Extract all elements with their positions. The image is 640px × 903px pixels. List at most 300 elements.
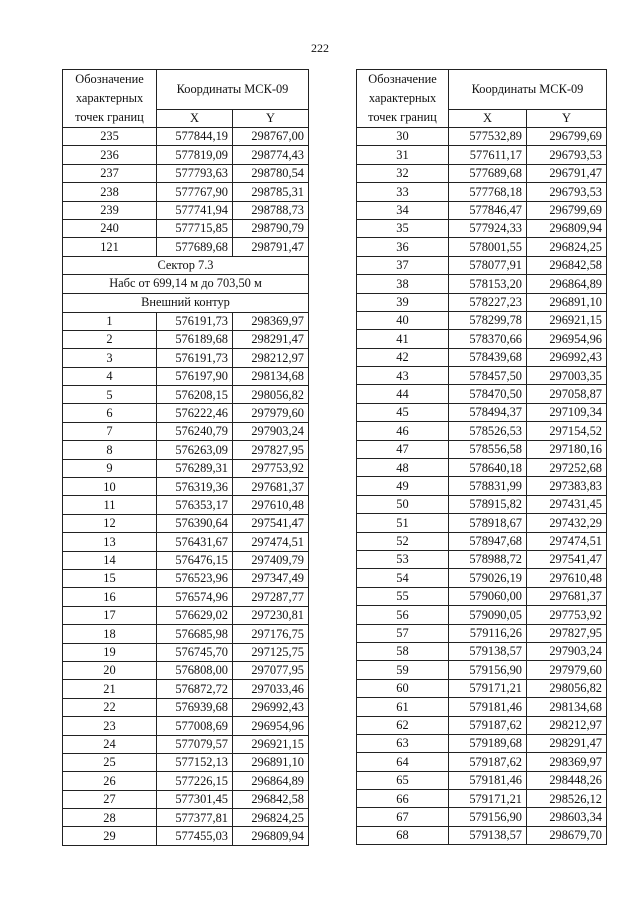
y-coordinate-cell: 298056,82 [527, 679, 607, 697]
y-coordinate-cell: 298526,12 [527, 790, 607, 808]
table-row [63, 459, 309, 477]
x-coordinate-cell: 579090,05 [449, 606, 527, 624]
x-coordinate-cell: 576629,02 [157, 606, 233, 624]
table-row [63, 790, 309, 808]
point-number-cell: 32 [357, 164, 449, 182]
y-coordinate-cell: 298212,97 [233, 349, 309, 367]
table-row [63, 183, 309, 201]
point-number-cell: 14 [63, 551, 157, 569]
x-coordinate-cell: 577226,15 [157, 772, 233, 790]
table-row [357, 514, 607, 532]
point-number-cell: 3 [63, 349, 157, 367]
table-left-body [63, 70, 309, 846]
table-row [63, 772, 309, 790]
sector-contour-row [63, 293, 309, 312]
x-coordinate-cell: 576319,36 [157, 478, 233, 496]
point-number-cell: 47 [357, 440, 449, 458]
point-number-cell: 8 [63, 441, 157, 459]
x-coordinate-cell: 577377,81 [157, 809, 233, 827]
point-number-cell: 10 [63, 478, 157, 496]
point-number-cell: 29 [63, 827, 157, 845]
x-coordinate-cell: 577924,33 [449, 219, 527, 237]
point-number-cell: 63 [357, 734, 449, 752]
point-number-cell: 60 [357, 679, 449, 697]
coordinates-table-left [62, 69, 309, 846]
x-coordinate-cell: 576240,79 [157, 422, 233, 440]
table-row [357, 495, 607, 513]
x-coordinate-cell: 577846,47 [449, 201, 527, 219]
y-coordinate-cell: 297180,16 [527, 440, 607, 458]
table-row [63, 827, 309, 845]
point-number-cell: 11 [63, 496, 157, 514]
y-coordinate-cell: 297610,48 [233, 496, 309, 514]
y-coordinate-cell: 297409,79 [233, 551, 309, 569]
table-header-row [63, 70, 309, 110]
table-row [357, 624, 607, 642]
point-number-cell: 237 [63, 164, 157, 182]
x-coordinate-cell: 579187,62 [449, 716, 527, 734]
y-coordinate-cell: 296992,43 [527, 348, 607, 366]
x-coordinate-cell: 578227,23 [449, 293, 527, 311]
point-number-cell: 50 [357, 495, 449, 513]
x-coordinate-cell: 579116,26 [449, 624, 527, 642]
y-coordinate-cell: 298785,31 [233, 183, 309, 201]
x-coordinate-cell: 577079,57 [157, 735, 233, 753]
point-number-cell: 56 [357, 606, 449, 624]
x-coordinate-cell: 577844,19 [157, 128, 233, 146]
x-coordinate-cell: 579156,90 [449, 808, 527, 826]
table-row [63, 404, 309, 422]
y-coordinate-cell: 298056,82 [233, 386, 309, 404]
table-row [63, 606, 309, 624]
point-number-cell: 67 [357, 808, 449, 826]
table-row [357, 422, 607, 440]
table-row [357, 679, 607, 697]
table-row [357, 348, 607, 366]
x-coordinate-cell: 577301,45 [157, 790, 233, 808]
x-coordinate-cell: 579026,19 [449, 569, 527, 587]
point-number-cell: 13 [63, 533, 157, 551]
point-label-header: Обозначение характерных точек границ [63, 70, 157, 128]
y-coordinate-cell: 296954,96 [527, 330, 607, 348]
x-header: X [449, 109, 527, 127]
y-coordinate-cell: 298448,26 [527, 771, 607, 789]
x-coordinate-cell: 576745,70 [157, 643, 233, 661]
x-coordinate-cell: 577768,18 [449, 183, 527, 201]
y-coordinate-cell: 297903,24 [527, 642, 607, 660]
table-row [63, 349, 309, 367]
x-coordinate-cell: 578918,67 [449, 514, 527, 532]
table-row [357, 459, 607, 477]
point-number-cell: 57 [357, 624, 449, 642]
x-coordinate-cell: 576191,73 [157, 349, 233, 367]
point-number-cell: 19 [63, 643, 157, 661]
table-row [357, 367, 607, 385]
table-row [357, 716, 607, 734]
x-coordinate-cell: 579187,62 [449, 753, 527, 771]
coords-label-header: Координаты МСК-09 [449, 70, 607, 110]
point-number-cell: 26 [63, 772, 157, 790]
point-number-cell: 16 [63, 588, 157, 606]
x-coordinate-cell: 578640,18 [449, 459, 527, 477]
x-coordinate-cell: 576208,15 [157, 386, 233, 404]
x-coordinate-cell: 578947,68 [449, 532, 527, 550]
table-row [63, 201, 309, 219]
y-coordinate-cell: 297541,47 [527, 550, 607, 568]
x-coordinate-cell: 576289,31 [157, 459, 233, 477]
point-number-cell: 54 [357, 569, 449, 587]
table-row [63, 422, 309, 440]
x-coordinate-cell: 577008,69 [157, 717, 233, 735]
y-header: Y [527, 109, 607, 127]
table-row [357, 753, 607, 771]
point-number-cell: 2 [63, 330, 157, 348]
table-row [357, 771, 607, 789]
table-row [63, 698, 309, 716]
point-number-cell: 51 [357, 514, 449, 532]
y-coordinate-cell: 296793,53 [527, 146, 607, 164]
point-number-cell: 4 [63, 367, 157, 385]
x-coordinate-cell: 576390,64 [157, 514, 233, 532]
point-number-cell: 20 [63, 661, 157, 679]
y-coordinate-cell: 297474,51 [527, 532, 607, 550]
point-number-cell: 37 [357, 256, 449, 274]
x-coordinate-cell: 576808,00 [157, 661, 233, 679]
x-coordinate-cell: 578299,78 [449, 311, 527, 329]
x-coordinate-cell: 577741,94 [157, 201, 233, 219]
point-number-cell: 36 [357, 238, 449, 256]
point-number-cell: 27 [63, 790, 157, 808]
y-coordinate-cell: 298291,47 [527, 734, 607, 752]
x-header: X [157, 109, 233, 127]
y-coordinate-cell: 298291,47 [233, 330, 309, 348]
table-row [63, 661, 309, 679]
y-coordinate-cell: 296842,58 [527, 256, 607, 274]
y-coordinate-cell: 298369,97 [233, 312, 309, 330]
point-number-cell: 65 [357, 771, 449, 789]
x-coordinate-cell: 579156,90 [449, 661, 527, 679]
table-row [357, 183, 607, 201]
x-coordinate-cell: 579181,46 [449, 771, 527, 789]
table-row [63, 128, 309, 146]
point-number-cell: 12 [63, 514, 157, 532]
table-row [63, 496, 309, 514]
point-number-cell: 23 [63, 717, 157, 735]
y-coordinate-cell: 297383,83 [527, 477, 607, 495]
table-row [357, 532, 607, 550]
point-number-cell: 33 [357, 183, 449, 201]
x-coordinate-cell: 576685,98 [157, 625, 233, 643]
table-row [63, 569, 309, 587]
x-coordinate-cell: 577819,09 [157, 146, 233, 164]
point-number-cell: 66 [357, 790, 449, 808]
y-coordinate-cell: 297154,52 [527, 422, 607, 440]
sector-contour: Внешний контур [63, 293, 309, 312]
table-row [63, 533, 309, 551]
y-coordinate-cell: 297903,24 [233, 422, 309, 440]
y-coordinate-cell: 296824,25 [527, 238, 607, 256]
point-number-cell: 236 [63, 146, 157, 164]
point-number-cell: 44 [357, 385, 449, 403]
coords-label-header: Координаты МСК-09 [157, 70, 309, 110]
y-coordinate-cell: 297474,51 [233, 533, 309, 551]
point-number-cell: 61 [357, 698, 449, 716]
x-coordinate-cell: 578831,99 [449, 477, 527, 495]
point-number-cell: 240 [63, 219, 157, 237]
y-coordinate-cell: 297347,49 [233, 569, 309, 587]
sector-title-row [63, 256, 309, 275]
point-label-header: Обозначение характерных точек границ [357, 70, 449, 128]
x-coordinate-cell: 579189,68 [449, 734, 527, 752]
x-coordinate-cell: 578439,68 [449, 348, 527, 366]
y-coordinate-cell: 296921,15 [233, 735, 309, 753]
table-row [357, 587, 607, 605]
table-row [357, 164, 607, 182]
point-number-cell: 53 [357, 550, 449, 568]
x-coordinate-cell: 579171,21 [449, 679, 527, 697]
point-number-cell: 38 [357, 275, 449, 293]
y-coordinate-cell: 296799,69 [527, 128, 607, 146]
y-coordinate-cell: 296992,43 [233, 698, 309, 716]
table-row [63, 551, 309, 569]
y-coordinate-cell: 296954,96 [233, 717, 309, 735]
point-number-cell: 31 [357, 146, 449, 164]
x-coordinate-cell: 577689,68 [449, 164, 527, 182]
y-coordinate-cell: 297003,35 [527, 367, 607, 385]
table-row [357, 440, 607, 458]
table-row [357, 550, 607, 568]
point-number-cell: 34 [357, 201, 449, 219]
point-number-cell: 24 [63, 735, 157, 753]
y-coordinate-cell: 298134,68 [527, 698, 607, 716]
x-coordinate-cell: 576523,96 [157, 569, 233, 587]
x-coordinate-cell: 576191,73 [157, 312, 233, 330]
table-row [63, 809, 309, 827]
y-coordinate-cell: 298788,73 [233, 201, 309, 219]
x-coordinate-cell: 576431,67 [157, 533, 233, 551]
table-row [63, 588, 309, 606]
y-coordinate-cell: 297541,47 [233, 514, 309, 532]
table-row [357, 256, 607, 274]
y-coordinate-cell: 297109,34 [527, 403, 607, 421]
point-number-cell: 235 [63, 128, 157, 146]
page-number: 222 [311, 41, 329, 55]
y-coordinate-cell: 296891,10 [527, 293, 607, 311]
y-coordinate-cell: 296791,47 [527, 164, 607, 182]
table-row [63, 312, 309, 330]
sector-title: Сектор 7.3 [63, 256, 309, 275]
y-coordinate-cell: 297753,92 [233, 459, 309, 477]
table-row [357, 201, 607, 219]
point-number-cell: 6 [63, 404, 157, 422]
table-row [357, 311, 607, 329]
table-row [63, 219, 309, 237]
y-coordinate-cell: 298134,68 [233, 367, 309, 385]
point-number-cell: 42 [357, 348, 449, 366]
y-coordinate-cell: 296864,89 [233, 772, 309, 790]
point-number-cell: 21 [63, 680, 157, 698]
y-coordinate-cell: 297077,95 [233, 661, 309, 679]
y-coordinate-cell: 297753,92 [527, 606, 607, 624]
y-coordinate-cell: 297979,60 [527, 661, 607, 679]
y-coordinate-cell: 298369,97 [527, 753, 607, 771]
table-row [357, 698, 607, 716]
table-right-body [357, 70, 607, 845]
point-number-cell: 62 [357, 716, 449, 734]
point-number-cell: 1 [63, 312, 157, 330]
x-coordinate-cell: 576353,17 [157, 496, 233, 514]
y-coordinate-cell: 298679,70 [527, 826, 607, 844]
table-row [63, 643, 309, 661]
table-row [357, 219, 607, 237]
table-row [63, 478, 309, 496]
y-coordinate-cell: 297058,87 [527, 385, 607, 403]
x-coordinate-cell: 578457,50 [449, 367, 527, 385]
y-coordinate-cell: 298780,54 [233, 164, 309, 182]
y-coordinate-cell: 297681,37 [233, 478, 309, 496]
table-row [63, 717, 309, 735]
x-coordinate-cell: 578556,58 [449, 440, 527, 458]
x-coordinate-cell: 577611,17 [449, 146, 527, 164]
y-coordinate-cell: 297827,95 [233, 441, 309, 459]
table-row [357, 826, 607, 844]
point-number-cell: 58 [357, 642, 449, 660]
y-coordinate-cell: 297287,77 [233, 588, 309, 606]
y-coordinate-cell: 298212,97 [527, 716, 607, 734]
x-coordinate-cell: 578988,72 [449, 550, 527, 568]
x-coordinate-cell: 579060,00 [449, 587, 527, 605]
table-row [357, 403, 607, 421]
y-coordinate-cell: 296824,25 [233, 809, 309, 827]
y-coordinate-cell: 298790,79 [233, 219, 309, 237]
table-row [63, 680, 309, 698]
table-row [357, 385, 607, 403]
x-coordinate-cell: 576476,15 [157, 551, 233, 569]
point-number-cell: 22 [63, 698, 157, 716]
y-coordinate-cell: 296921,15 [527, 311, 607, 329]
y-coordinate-cell: 297033,46 [233, 680, 309, 698]
point-number-cell: 15 [63, 569, 157, 587]
x-coordinate-cell: 578494,37 [449, 403, 527, 421]
y-coordinate-cell: 297431,45 [527, 495, 607, 513]
x-coordinate-cell: 576222,46 [157, 404, 233, 422]
y-coordinate-cell: 296809,94 [527, 219, 607, 237]
x-coordinate-cell: 576574,96 [157, 588, 233, 606]
point-number-cell: 9 [63, 459, 157, 477]
point-number-cell: 45 [357, 403, 449, 421]
y-coordinate-cell: 297230,81 [233, 606, 309, 624]
x-coordinate-cell: 578153,20 [449, 275, 527, 293]
point-number-cell: 35 [357, 219, 449, 237]
table-row [357, 477, 607, 495]
x-coordinate-cell: 578526,53 [449, 422, 527, 440]
x-coordinate-cell: 577152,13 [157, 753, 233, 771]
x-coordinate-cell: 578470,50 [449, 385, 527, 403]
table-row [63, 735, 309, 753]
point-number-cell: 43 [357, 367, 449, 385]
y-coordinate-cell: 296891,10 [233, 753, 309, 771]
y-coordinate-cell: 298767,00 [233, 128, 309, 146]
y-coordinate-cell: 297252,68 [527, 459, 607, 477]
table-row [63, 625, 309, 643]
x-coordinate-cell: 579171,21 [449, 790, 527, 808]
y-coordinate-cell: 297827,95 [527, 624, 607, 642]
point-number-cell: 40 [357, 311, 449, 329]
table-row [63, 238, 309, 256]
x-coordinate-cell: 577455,03 [157, 827, 233, 845]
x-coordinate-cell: 578077,91 [449, 256, 527, 274]
y-coordinate-cell: 297610,48 [527, 569, 607, 587]
x-coordinate-cell: 578001,55 [449, 238, 527, 256]
y-coordinate-cell: 296809,94 [233, 827, 309, 845]
point-number-cell: 18 [63, 625, 157, 643]
table-row [63, 164, 309, 182]
x-coordinate-cell: 577689,68 [157, 238, 233, 256]
point-number-cell: 49 [357, 477, 449, 495]
table-row [357, 661, 607, 679]
y-coordinate-cell: 297432,29 [527, 514, 607, 532]
point-number-cell: 41 [357, 330, 449, 348]
y-coordinate-cell: 298603,34 [527, 808, 607, 826]
x-coordinate-cell: 579138,57 [449, 826, 527, 844]
table-row [63, 386, 309, 404]
x-coordinate-cell: 578915,82 [449, 495, 527, 513]
x-coordinate-cell: 577793,63 [157, 164, 233, 182]
table-row [63, 367, 309, 385]
table-row [357, 330, 607, 348]
point-number-cell: 239 [63, 201, 157, 219]
table-row [63, 441, 309, 459]
table-row [357, 642, 607, 660]
point-number-cell: 48 [357, 459, 449, 477]
x-coordinate-cell: 579181,46 [449, 698, 527, 716]
table-row [357, 606, 607, 624]
table-row [357, 734, 607, 752]
table-row [357, 275, 607, 293]
y-coordinate-cell: 297681,37 [527, 587, 607, 605]
point-number-cell: 30 [357, 128, 449, 146]
point-number-cell: 55 [357, 587, 449, 605]
point-number-cell: 59 [357, 661, 449, 679]
x-coordinate-cell: 576189,68 [157, 330, 233, 348]
table-row [357, 569, 607, 587]
x-coordinate-cell: 576939,68 [157, 698, 233, 716]
x-coordinate-cell: 577715,85 [157, 219, 233, 237]
point-number-cell: 238 [63, 183, 157, 201]
table-row [357, 238, 607, 256]
table-row [357, 128, 607, 146]
point-number-cell: 17 [63, 606, 157, 624]
sector-height-range: Набс от 699,14 м до 703,50 м [63, 275, 309, 294]
x-coordinate-cell: 579138,57 [449, 642, 527, 660]
table-header-row [357, 70, 607, 110]
table-row [63, 514, 309, 532]
point-number-cell: 7 [63, 422, 157, 440]
x-coordinate-cell: 577767,90 [157, 183, 233, 201]
y-coordinate-cell: 296793,53 [527, 183, 607, 201]
x-coordinate-cell: 576263,09 [157, 441, 233, 459]
y-coordinate-cell: 298774,43 [233, 146, 309, 164]
table-row [357, 146, 607, 164]
table-row [357, 293, 607, 311]
point-number-cell: 39 [357, 293, 449, 311]
y-header: Y [233, 109, 309, 127]
x-coordinate-cell: 576872,72 [157, 680, 233, 698]
point-number-cell: 64 [357, 753, 449, 771]
y-coordinate-cell: 296842,58 [233, 790, 309, 808]
y-coordinate-cell: 296799,69 [527, 201, 607, 219]
table-row [63, 330, 309, 348]
